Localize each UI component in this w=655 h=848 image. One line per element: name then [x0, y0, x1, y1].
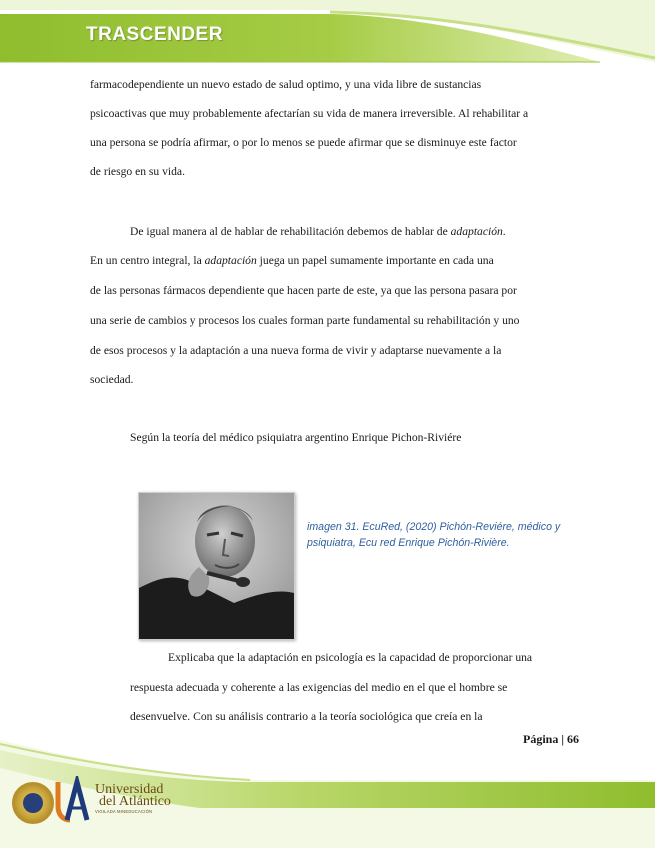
portrait-photo [138, 492, 295, 640]
paragraph-line: sociedad. [90, 373, 134, 386]
university-line: del Atlántico [99, 794, 171, 809]
ua-logo-icon [55, 776, 91, 824]
text-span: De igual manera al de hablar de rehabilitación debemos de hablar de [130, 225, 451, 238]
paragraph-line: desenvuelve. Con su análisis contrario a la teoría sociológica que creía en la [130, 710, 483, 723]
caption-line: psiquiatra, Ecu red Enrique Pichón-Rivière. [307, 537, 510, 549]
text-span: juega un papel sumamente importante en cada una [256, 254, 494, 267]
page-header [0, 0, 655, 70]
university-seal-icon [12, 782, 54, 824]
text-span: En un centro integral, la [90, 254, 205, 267]
seal-center [23, 793, 43, 813]
italic-term: adaptación [204, 254, 257, 267]
university-line: Universidad [95, 782, 164, 797]
paragraph-line: psicoactivas que muy probablemente afectarían su vida de manera irreversible. Al rehabilitar a [90, 107, 529, 120]
paragraph-line: Según la teoría del médico psiquiatra argentino Enrique Pichon-Riviére [130, 431, 462, 444]
image-caption [307, 519, 607, 551]
paragraph-line: Explicaba que la adaptación en psicología es la capacidad de proporcionar una [168, 651, 533, 664]
paragraph-line: respuesta adecuada y coherente a las exigencias del medio en el que el hombre se [130, 681, 508, 694]
page-number: Página | 66 [523, 732, 579, 746]
paragraph-line: farmacodependiente un nuevo estado de salud optimo, y una vida libre de sustancias [90, 78, 482, 91]
italic-term: adaptación [450, 225, 503, 238]
paragraph-line: de las personas fármacos dependiente que hacen parte de este, ya que las persona pasara por [90, 284, 517, 297]
paragraph-line: una persona se podría afirmar, o por lo menos se puede afirmar que se disminuye este factor [90, 136, 517, 149]
header-title: TRASCENDER [86, 24, 223, 45]
paragraph-line: de riesgo en su vida. [90, 165, 185, 178]
text-span: . [502, 225, 506, 238]
university-name [95, 784, 171, 816]
paragraph-line: una serie de cambios y procesos los cuales forman parte fundamental su rehabilitación y uno [90, 314, 520, 327]
university-tagline: VIGILADA MINEDUCACIÓN [95, 809, 153, 814]
paragraph-line [130, 225, 506, 239]
paragraph-line [90, 254, 590, 268]
caption-line: imagen 31. EcuRed, (2020) Pichón-Reviére, médico y [307, 521, 561, 533]
paragraph-line: de esos procesos y la adaptación a una nueva forma de vivir y adaptarse nuevamente a la [90, 344, 502, 357]
